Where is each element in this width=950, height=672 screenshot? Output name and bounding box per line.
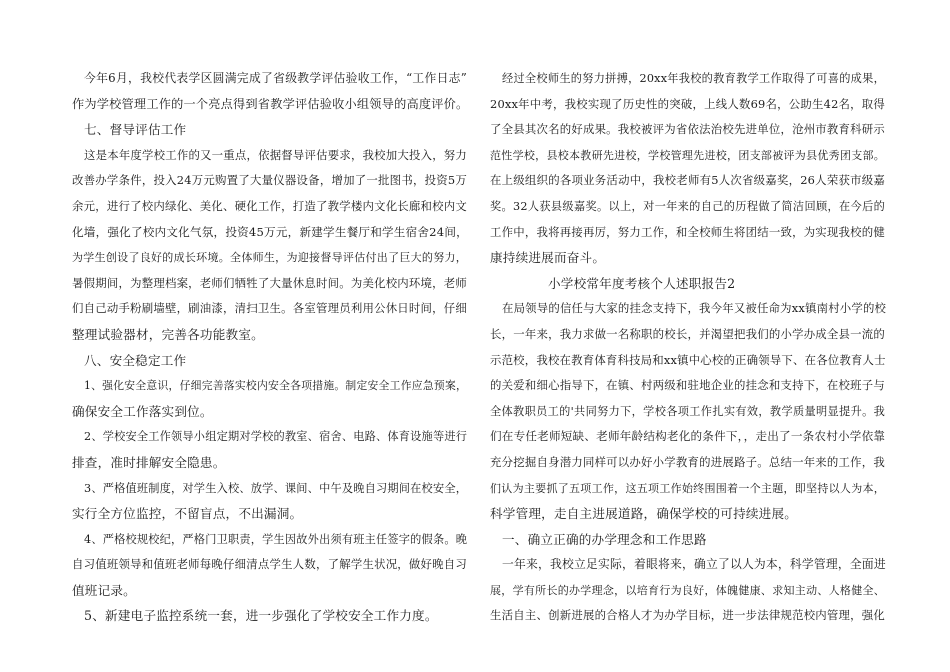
- left-column-line: 值班记录。: [72, 582, 136, 598]
- left-column-line: 4、严格校规校纪，严格门卫职责，学生因故外出须有班主任签字的假条。晚: [84, 532, 468, 546]
- left-column-line: 们自己动手粉刷墙壁，刷油漆，清扫卫生。各室管理员利用公休日时间，仔细: [72, 301, 467, 316]
- left-column: [72, 66, 467, 629]
- right-column-line: 们认为主要抓了五项工作，这五项工作始终围围着一个主题，即坚持以人为本，: [490, 481, 885, 495]
- left-column-line: 暑假期间，为整理档案，老师们牺牲了大量休息时间。为美化校内环境，老师: [72, 275, 467, 290]
- left-column-line: 3、严格值班制度，对学生入校、放学、课间、中午及晚自习期间在校安全，: [84, 481, 468, 495]
- right-column-line: 工作中，我将再接再厉，努力工作，和全校师生将团结一致，为实现我校的健: [490, 224, 885, 239]
- right-column-line: 示范校，我校在教育体育科技局和xx镇中心校的正确领导下、在各位教育人士: [490, 352, 886, 367]
- right-column-line: 们在专任老师短缺、老师年龄结构老化的条件下，，走出了一条农村小学依靠: [490, 429, 886, 444]
- left-column-line: 今年6月，我校代表学区圆满完成了省级教学评估验收工作，“工作日志”: [84, 71, 467, 85]
- right-column-line: 奖。32人获县级嘉奖。以上，对一年来的自己的历程做了简洁回顾，在今后的: [490, 199, 885, 213]
- right-column-line: 了全县其次名的好成果。我校被评为省依法治校先进单位，沧州市教育科研示: [490, 122, 885, 137]
- right-column-line: 长，一年来，我力求做一名称职的校长，并渴望把我们的小学办成全县一流的: [490, 326, 885, 341]
- right-column-line: 范性学校，县校本教研先进校，学校管理先进校，团支部被评为县优秀团支部。: [490, 148, 885, 162]
- right-column-line: 科学管理，走自主进展道路，确保学校的可持续进展。: [490, 506, 798, 522]
- left-column-line: 排查，准时排解安全隐患。: [72, 454, 226, 470]
- left-column-line: 化墙，强化了校内文化气氛，投资45万元，新建学生餐厅和学生宿舍24间，: [72, 224, 468, 239]
- right-column: [490, 66, 885, 629]
- left-column-line: 实行全方位监控，不留盲点，不出漏洞。: [72, 506, 303, 522]
- left-column-line: 作为学校管理工作的一个亮点得到省教学评估验收小组领导的高度评价。: [72, 96, 469, 111]
- left-column-line: 确保安全工作落实到位。: [72, 403, 213, 419]
- left-column-line: 为学生创设了良好的成长环境。全体师生，为迎接督导评估付出了巨大的努力，: [72, 251, 467, 265]
- right-column-line: 小学校常年度考核个人述职报告2: [548, 275, 736, 291]
- left-column-line: 余元，进行了校内绿化、美化、硬化工作，打造了教学楼内文化长廊和校内文: [72, 198, 467, 213]
- right-column-line: 康持续进展而奋斗。: [490, 250, 606, 266]
- right-column-line: 经过全校师生的努力拼搏，20xx年我校的教育教学工作取得了可喜的成果，: [502, 72, 885, 85]
- left-column-line: 5、新建电子监控系统一套，进一步强化了学校安全工作力度。: [84, 608, 438, 624]
- left-column-line: 改善办学条件，投入24万元购置了大量仪器设备，增加了一批图书，投资5万: [72, 173, 467, 188]
- left-column-line: 2、学校安全工作领导小组定期对学校的教室、宿舍、电路、体育设施等进行: [84, 430, 468, 444]
- left-column-line: 这是本年度学校工作的又一重点，依据督导评估要求，我校加大投入，努力: [84, 147, 467, 162]
- left-column-line: 八、安全稳定工作: [84, 352, 187, 368]
- left-column-line: 七、督导评估工作: [84, 122, 187, 138]
- right-column-line: 一年来，我校立足实际，着眼将来，确立了以人为本，科学管理，全面进: [502, 557, 886, 572]
- left-column-line: 自习值班领导和值班老师每晚仔细清点学生人数，了解学生状况，做好晚自习: [72, 557, 467, 572]
- right-column-line: 生活自主、创新进展的合格人才为办学目标，进一步法律规范校内管理，强化: [490, 608, 885, 623]
- left-column-line: 整理试验器材，完善各功能教室。: [72, 326, 264, 342]
- right-column-line: 在局领导的信任与大家的挂念支持下，我今年又被任命为xx镇南村小学的校: [502, 301, 887, 316]
- right-column-line: 展，学有所长的办学理念，以培育行为良好，体魄健康、求知主动、人格健全、: [490, 583, 885, 597]
- right-column-line: 20xx年中考，我校实现了历史性的突破，上线人数69名，公助生42名，取得: [490, 96, 885, 111]
- right-column-line: 全体教职员工的'共同努力下，学校各项工作扎实有效，教学质量明显提升。我: [490, 404, 885, 418]
- right-column-line: 在上级组织的各项业务活动中，我校老师有5人次省级嘉奖，26人荣获市级嘉: [490, 173, 885, 188]
- right-column-line: 充分挖掘自身潜力同样可以办好小学教育的进展路子。总结一年来的工作，我: [490, 454, 885, 469]
- left-column-line: 1、强化安全意识，仔细完善落实校内安全各项措施。制定安全工作应急预案，: [84, 379, 467, 393]
- right-column-line: 的关爱和细心指导下，在镇、村两级和驻地企业的挂念和支持下，在校班子与: [490, 378, 885, 393]
- right-column-line: 一、确立正确的办学理念和工作思路: [502, 531, 707, 547]
